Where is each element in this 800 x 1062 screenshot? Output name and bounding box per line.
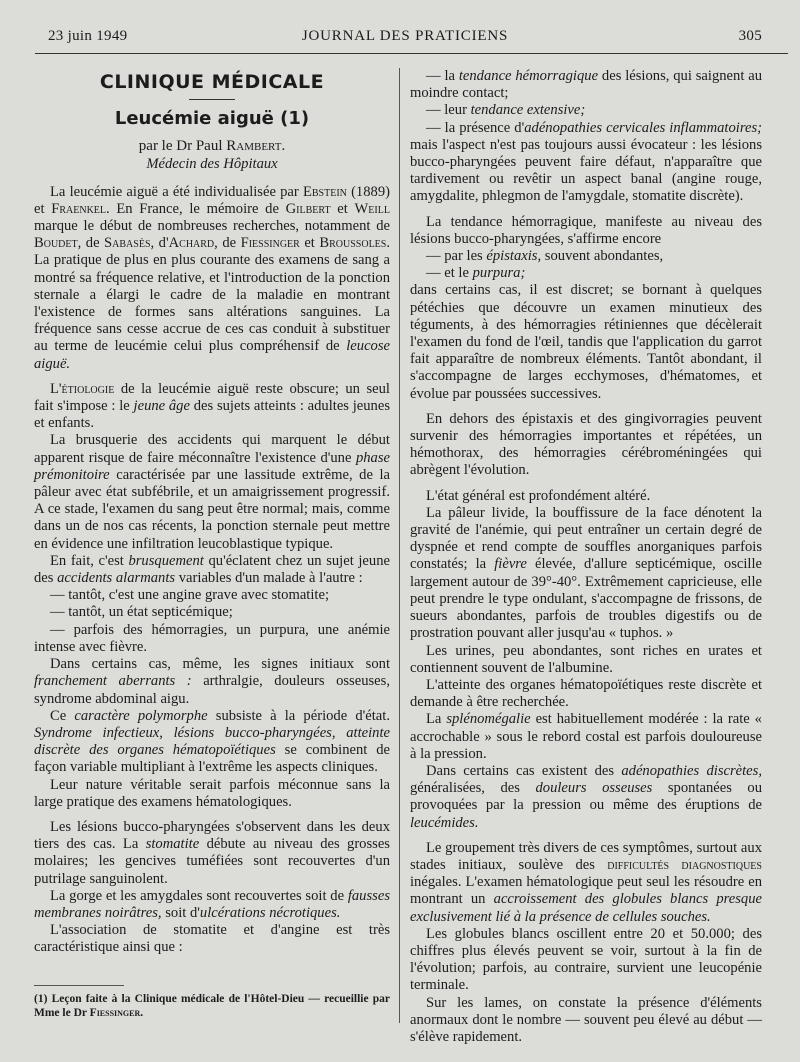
paragraph: En fait, c'est brusquement qu'éclatent chez un sujet jeune des accidents alarmants variables d'un malade à l'autre :: [34, 552, 390, 587]
list-item: — tantôt, un état septicémique;: [50, 604, 233, 621]
paragraph: L'étiologie de la leucémie aiguë reste obscure; un seul fait s'impose : le jeune âge des sujets atteints : adultes jeunes et enfants.: [34, 380, 391, 432]
paragraph: Dans certains cas, même, les signes initiaux sont franchement aberrants : arthralgie, douleurs osseuses, syndrome abdominal aigu.: [34, 656, 390, 707]
paragraph: L'association de stomatite et d'angine est très caractéristique ainsi que :: [34, 922, 390, 956]
left-column: [34, 68, 390, 1020]
paragraph: La brusquerie des accidents qui marquent le début apparent risque de faire méconnaître l'existence d'une phase prémonitoire caractérisée par une lassitude extrême, de la pâleur avec état subfébrile, et un amaigrissement progressif. A ce stade, l'examen du sang peut être normal; mais, comme dans un de nos cas récents, la ponction sternale peut mettre en évidence une infiltration leucoblastique typique.: [34, 432, 391, 552]
footnote: (1) Leçon faite à la Clinique médicale de l'Hôtel-Dieu — recueillie par Mme le Dr Fiessinger.: [34, 992, 390, 1019]
paragraph: Le groupement très divers de ces symptômes, surtout aux stades initiaux, soulève des difficultés diagnostiques inégales. L'examen hématologique peut seul les résoudre en montrant un accroissement des globules blancs presque exclusivement lié à la présence de cellules souches.: [410, 839, 762, 925]
running-header: [48, 28, 762, 50]
list-item: — par les épistaxis, souvent abondantes,: [426, 248, 664, 265]
paragraph: Sur les lames, on constate la présence d'éléments anormaux dont le nombre — souvent peu élevé au début — s'élève rapidement.: [410, 994, 762, 1045]
paragraph: Dans certains cas existent des adénopathies discrètes, généralisées, des douleurs osseuses spontanées ou provoquées par la pression ou même des éruptions de leucémides.: [410, 762, 763, 831]
paragraph: La splénomégalie est habituellement modérée : la rate « accrochable » sous le rebord costal est parfois douloureuse à la pression.: [410, 711, 762, 762]
list-item: — tantôt, c'est une angine grave avec stomatite;: [50, 587, 329, 604]
section-title: CLINIQUE MÉDICALE: [99, 71, 325, 93]
paragraph: En dehors des épistaxis et des gingivorragies peuvent survenir des hémorragies importantes et répétées, un hémothorax, des hémorragies cérébroméningées qui abrègent l'évolution.: [410, 410, 762, 479]
paragraph: Ce caractère polymorphe subsiste à la période d'état. Syndrome infectieux, lésions bucco-pharyngées, atteinte discrète des organes hématopoïétiques se combinent de façon variable multipliant à l'extrême les aspects cliniques.: [34, 707, 390, 776]
list-item: — la tendance hémorragique des lésions, qui saignent au moindre contact;: [410, 68, 763, 102]
author-affiliation: Médecin des Hôpitaux: [146, 156, 278, 173]
paragraph: L'atteinte des organes hématopoïétiques reste discrète et demande à être recherchée.: [410, 676, 762, 711]
footnote-rule: [34, 985, 124, 986]
paragraph: La leucémie aiguë a été individualisée par Ebstein (1889) et Fraenkel. En France, le mémoire de Gilbert et Weill marque le début de nombreuses recherches, notamment de Boudet, de Sabasès, d'Achard, de Fiessinger et Broussoles. La pratique de plus en plus courante des examens de sang a montré sa fréquence relative, et l'introduction de la ponction sternale a élargi le cadre de la maladie en montrant l'existence de formes sans altérations sanguines. La fréquence sans cesse accrue de ces cas conduit à substituer au terme de leucémie celui plus compréhensif de leucose aiguë.: [34, 183, 390, 372]
journal-title: JOURNAL DES PRATICIENS: [301, 28, 509, 44]
list-item: — et le purpura;: [426, 265, 526, 282]
paragraph: L'état général est profondément altéré.: [426, 487, 651, 504]
list-item: — la présence d'adénopathies cervicales inflammatoires; mais l'aspect n'est pas toujours aussi évocateur : les lésions bucco-pharyngées peuvent faire défaut, n'apparaître que tardivement ou revêtir un aspect banal (angine rouge, amygdalite, phlegmon de l'amygdale, stomatite discrète).: [410, 119, 762, 205]
page-number: 305: [738, 28, 762, 44]
article-title: Leucémie aiguë (1): [114, 108, 310, 130]
list-item: — leur tendance extensive;: [426, 102, 586, 119]
author-line: par le Dr Paul Rambert.: [138, 138, 286, 155]
paragraph: Les lésions bucco-pharyngées s'observent dans les deux tiers des cas. La stomatite débute au niveau des grosses molaires; les gencives tuméfiées sont recouvertes d'un putrilage sanguinolent.: [34, 818, 390, 887]
column-divider: [399, 68, 400, 1023]
paragraph: dans certains cas, il est discret; se bornant à quelques pétéchies que découvre un examen minutieux des téguments, à des hémorragies rétiniennes que décèlerait l'examen du fond de l'œil, tandis que l'application du garrot fait apparaître de nombreux éléments. Tantôt abondant, il s'accompagne de larges ecchymoses, d'hématomes, et évolue par poussées successives.: [410, 282, 762, 402]
list-item: — parfois des hémorragies, un purpura, une anémie intense avec fièvre.: [34, 621, 390, 655]
paragraph: Les urines, peu abondantes, sont riches en urates et contiennent souvent de l'albumine.: [410, 642, 762, 676]
paragraph: Les globules blancs oscillent entre 20 et 50.000; des chiffres plus élevés peuvent se voir, surtout à la fin de l'évolution; parfois, au contraire, survient une leucopénie terminale.: [410, 925, 762, 994]
header-rule: [35, 53, 788, 54]
issue-date: 23 juin 1949: [48, 28, 128, 44]
author-name: Rambert.: [226, 138, 286, 155]
paragraph: La tendance hémorragique, manifeste au niveau des lésions bucco-pharyngées, s'affirme encore: [410, 213, 762, 247]
paragraph: La gorge et les amygdales sont recouvertes soit de fausses membranes noirâtres, soit d'ulcérations nécrotiques.: [34, 887, 390, 921]
title-rule: [189, 99, 235, 100]
right-column: [410, 68, 762, 1046]
paragraph: La pâleur livide, la bouffissure de la face dénotent la gravité de l'anémie, qui peut entraîner un certain degré de dyspnée et rend compte de souffles anorganiques parfois constatés; la fièvre élevée, d'allure septicémique, oscille largement autour de 39°-40°. Extrêmement capricieuse, elle peut prendre le type ondulant, s'accompagne de frissons, de sueurs abondantes, parfois de troubles digestifs ou de prostration pouvant aller jusqu'au « tuphos. »: [410, 504, 762, 642]
paragraph: Leur nature véritable serait parfois méconnue sans la large pratique des examens hématologiques.: [34, 776, 390, 810]
